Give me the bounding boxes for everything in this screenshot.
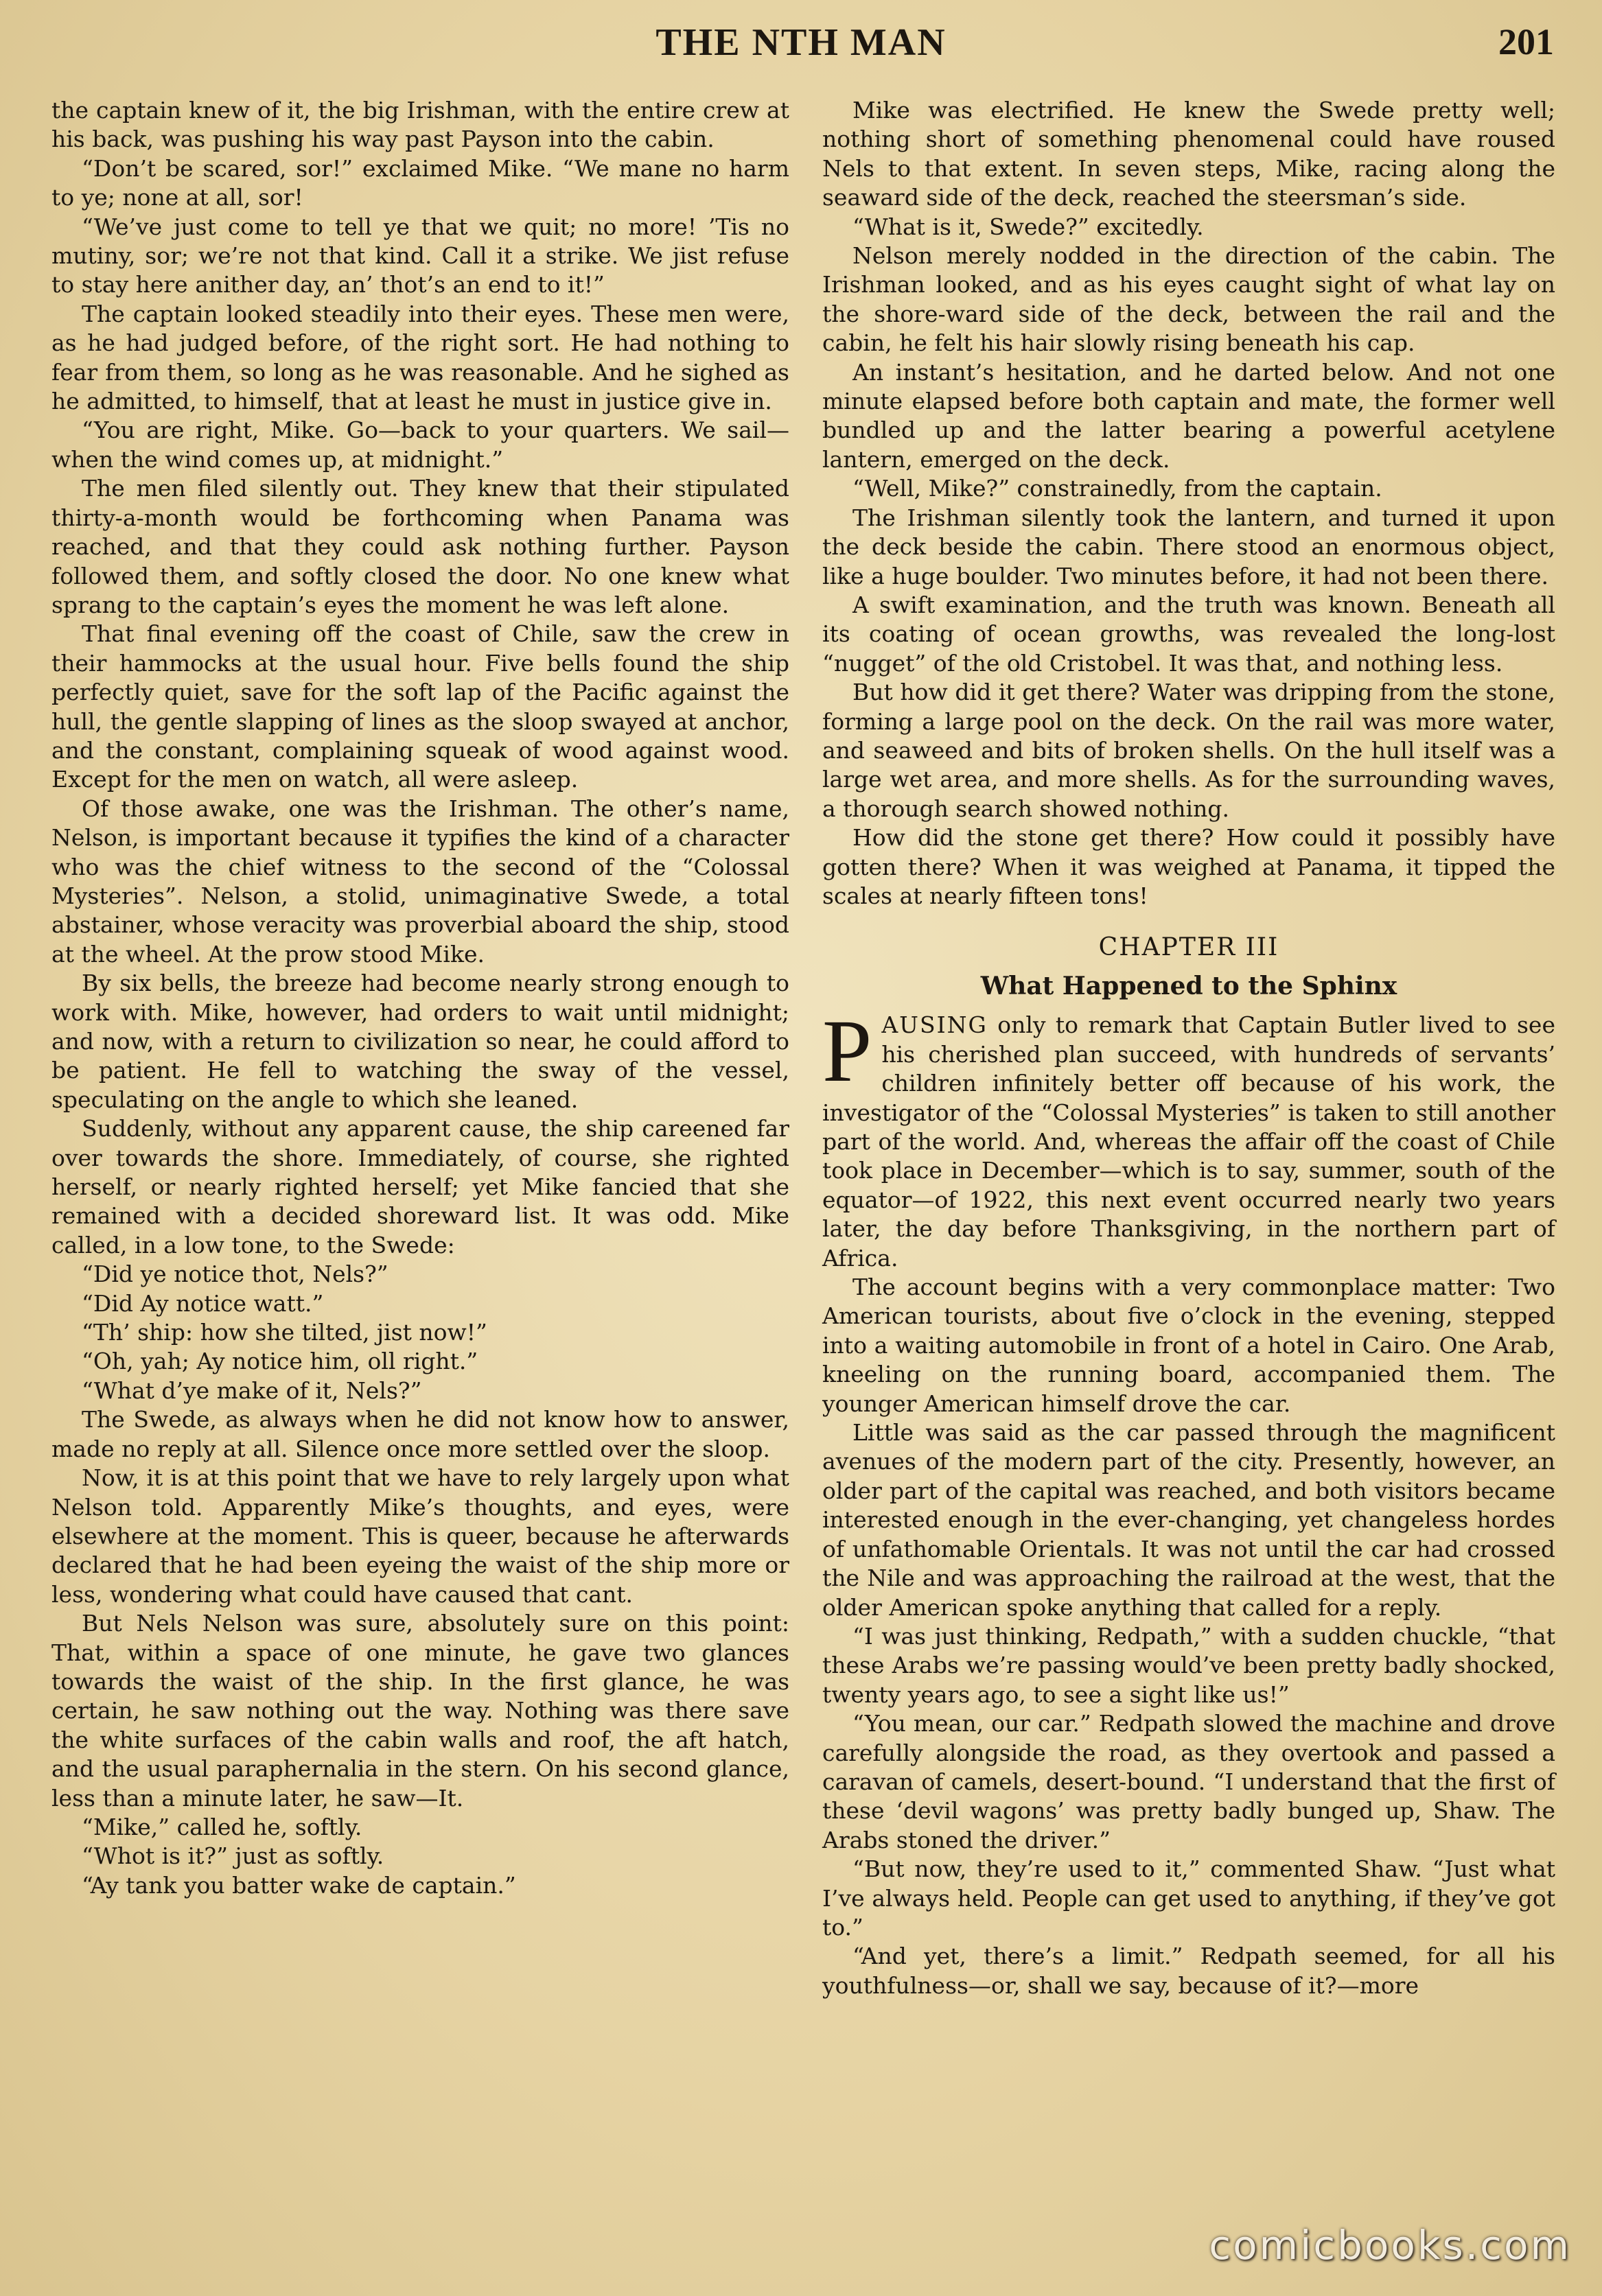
paragraph: Mike was electrified. He knew the Swede pretty well; nothing short of something phenomenal could have roused Nels to that extent. In seven steps, Mike, racing along the seaward side of the deck, reached the steersman’s side.: [822, 97, 1555, 211]
paragraph: “What d’ye make of it, Nels?”: [82, 1377, 422, 1404]
paragraph: Now, it is at this point that we have to rely largely upon what Nelson told. Apparently Mike’s thoughts, and eyes, were elsewhere at the moment. This is queer, because he afterwards declared that he had been eyeing the waist of the ship more or less, wondering what could have caused that cant.: [51, 1464, 789, 1608]
opening-text: only to remark that Captain Butler lived to see his cherished plan succeed, with hundreds of servants’ children infinitely better off because of his work, the investigator of the “Colossal Mysteries” is taken to still another part of the world. And, whereas the affair off the coast of Chile took place in December—which is to say, summer, south of the equator—of 1922, this next event occurred nearly two years later, the day before Thanksgiving, in the northern part of Africa.: [822, 1011, 1555, 1272]
right-column: [822, 96, 1555, 2000]
paragraph: The Swede, as always when he did not know how to answer, made no reply at all. Silence once more settled over the sloop.: [51, 1406, 789, 1462]
paragraph: “You are right, Mike. Go—back to your quarters. We sail—when the wind comes up, at midnight.”: [51, 417, 789, 473]
paragraph: How did the stone get there? How could it possibly have gotten there? When it was weighed at Panama, it tipped the scales at nearly fifteen tons!: [822, 824, 1555, 909]
paragraph: Suddenly, without any apparent cause, the ship careened far over towards the shore. Immediately, of course, she righted herself, or nearly righted herself; yet Mike fancied that she remained with a decided shoreward list. It was odd. Mike called, in a low tone, to the Swede:: [51, 1115, 789, 1258]
paragraph: “What is it, Swede?” excitedly.: [852, 213, 1204, 240]
site-watermark: comicbooks.com: [1209, 2222, 1571, 2269]
paragraph: An instant’s hesitation, and he darted below. And not one minute elapsed before both captain and mate, the former well bundled up and the latter bearing a powerful acetylene lantern, emerged on the deck.: [822, 358, 1555, 473]
paragraph: “Don’t be scared, sor!” exclaimed Mike. “We mane no harm to ye; none at all, sor!: [51, 154, 789, 211]
paragraph: The account begins with a very commonplace matter: Two American tourists, about five o’clock in the evening, stepped into a waiting automobile in front of a hotel in Cairo. One Arab, kneeling on the running board, accompanied them. The younger American himself drove the car.: [822, 1274, 1555, 1417]
running-title: THE NTH MAN: [655, 21, 947, 64]
paragraph: “Mike,” called he, softly.: [82, 1813, 362, 1840]
paragraph: the captain knew of it, the big Irishman, with the entire crew at his back, was pushing his way past Payson into the cabin.: [51, 97, 789, 153]
paragraph: “Whot is it?” just as softly.: [82, 1842, 384, 1870]
paragraph: But how did it get there? Water was dripping from the stone, forming a large pool on the deck. On the rail was more water, and seaweed and bits of broken shells. On the hull itself was a large wet area, and more shells. As for the surrounding waves, a thorough search showed nothing.: [822, 679, 1555, 822]
paragraph: “You mean, our car.” Redpath slowed the machine and drove carefully alongside the road, as they overtook and passed a caravan of camels, desert-bound. “I understand that the first of these ‘devil wagons’ was pretty badly bunged up, Shaw. The Arabs stoned the driver.”: [822, 1710, 1555, 1853]
paragraph: Of those awake, one was the Irishman. The other’s name, Nelson, is important because it typifies the kind of a character who was the chief witness to the second of the “Colossal Mysteries”. Nelson, a stolid, unimaginative Swede, a total abstainer, whose veracity was proverbial aboard the ship, stood at the wheel. At the prow stood Mike.: [51, 795, 789, 968]
paragraph: By six bells, the breeze had become nearly strong enough to work with. Mike, however, had orders to wait until midnight; and now, with a return to civilization so near, he could afford to be patient. He fell to watching the sway of the vessel, speculating on the angle to which she leaned.: [51, 970, 789, 1113]
paragraph: Nelson merely nodded in the direction of the cabin. The Irishman looked, and as his eyes caught sight of what lay on the shore-ward side of the deck, between the rail and the cabin, he felt his hair slowly rising beneath his cap.: [822, 242, 1555, 357]
paragraph: “Did ye notice thot, Nels?”: [82, 1261, 388, 1288]
page-number: 201: [1498, 21, 1554, 62]
chapter-number: CHAPTER III: [1098, 933, 1279, 962]
paragraph: The Irishman silently took the lantern, and turned it upon the deck beside the cabin. There stood an enormous object, like a huge boulder. Two minutes before, it had not been there.: [822, 504, 1555, 589]
paragraph: “Th’ ship: how she tilted, jist now!”: [82, 1319, 487, 1346]
chapter-heading: [822, 928, 1555, 1005]
chapter-title: What Happened to the Sphinx: [980, 972, 1397, 1001]
paragraph: “Well, Mike?” constrainedly, from the captain.: [852, 475, 1382, 502]
paragraph: A swift examination, and the truth was known. Beneath all its coating of ocean growths, was revealed the long-lost “nugget” of the old Cristobel. It was that, and nothing less.: [822, 591, 1555, 677]
paragraph: “But now, they’re used to it,” commented Shaw. “Just what I’ve always held. People can get used to anything, if they’ve got to.”: [822, 1855, 1555, 1941]
drop-cap: P: [822, 1002, 872, 1101]
paragraph: “And yet, there’s a limit.” Redpath seemed, for all his youthfulness—or, shall we say, because of it?—more: [822, 1943, 1555, 1999]
opening-smallcaps: AUSING: [881, 1011, 988, 1039]
paragraph: That final evening off the coast of Chile, saw the crew in their hammocks at the usual hour. Five bells found the ship perfectly quiet, save for the soft lap of the Pacific against the hull, the gentle slapping of lines as the sloop swayed at anchor, and the constant, complaining squeak of wood against wood. Except for the men on watch, all were asleep.: [51, 620, 789, 793]
paragraph: The captain looked steadily into their eyes. These men were, as he had judged before, of the right sort. He had nothing to fear from them, so long as he was reasonable. And he sighed as he admitted, to himself, that at least he must in justice give in.: [51, 300, 789, 415]
paragraph: “Did Ay notice watt.”: [82, 1289, 324, 1317]
paragraph: The men filed silently out. They knew that their stipulated thirty-a-month would be forthcoming when Panama was reached, and that they could ask nothing further. Payson followed them, and softly closed the door. No one knew what sprang to the captain’s eyes the moment he was left alone.: [51, 475, 789, 618]
page-header: [0, 21, 1602, 75]
paragraph: “Oh, yah; Ay notice him, oll right.”: [82, 1348, 478, 1375]
left-column: [51, 96, 789, 1900]
paragraph: “We’ve just come to tell ye that we quit; no more! ’Tis no mutiny, sor; we’re not that kind. Call it a strike. We jist refuse to stay here anither day, an’ thot’s an end to it!”: [51, 213, 789, 298]
paragraph: “I was just thinking, Redpath,” with a sudden chuckle, “that these Arabs we’re passing would’ve been pretty badly shocked, twenty years ago, to see a sight like us!”: [822, 1622, 1555, 1708]
chapter-opening-paragraph: [822, 1002, 1555, 1273]
paragraph: Little was said as the car passed through the magnificent avenues of the modern part of the city. Presently, however, an older part of the capital was reached, and both visitors became interested enough in the ever-changing, yet changeless hordes of unfathomable Orientals. It was not until the car had crossed the Nile and was approaching the railroad at the west, that the older American spoke anything that called for a reply.: [822, 1419, 1555, 1621]
paragraph: But Nels Nelson was sure, absolutely sure on this point: That, within a space of one minute, he gave two glances towards the waist of the ship. In the first glance, he was certain, he saw nothing out the way. Nothing was there save the white surfaces of the cabin walls and roof, the aft hatch, and the usual paraphernalia in the stern. On his second glance, less than a minute later, he saw—It.: [51, 1610, 789, 1812]
paragraph: “Ay tank you batter wake de captain.”: [82, 1871, 516, 1899]
